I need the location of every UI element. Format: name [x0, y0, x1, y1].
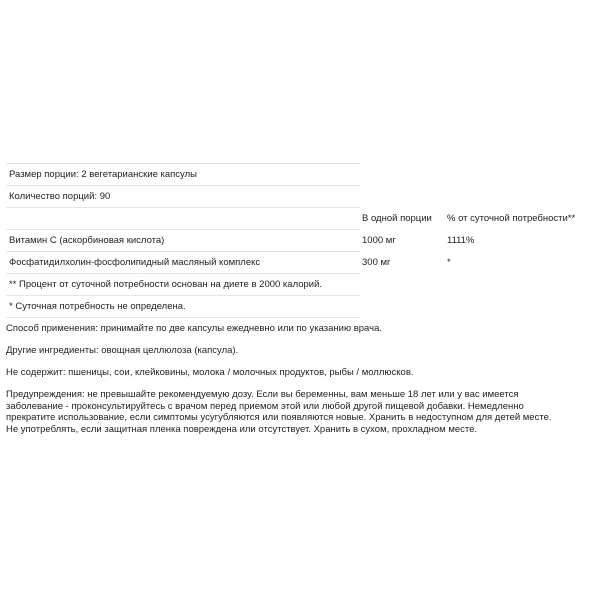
ingredient-name: Витамин C (аскорбиновая кислота): [9, 235, 165, 246]
footnote-row: [6, 296, 360, 318]
supplement-facts-table: [6, 163, 576, 318]
warnings-line: Не употреблять, если защитная пленка повреждена или отсутствует. Хранить в сухом, прохладном месте.: [6, 423, 478, 435]
per-serving-header: В одной порции: [362, 213, 432, 224]
ingredient-name: Фосфатидилхолин-фосфолипидный масляный комплекс: [9, 257, 261, 268]
ingredient-dv: 1111%: [447, 235, 475, 246]
serving-size: Размер порции: 2 вегетарианские капсулы: [9, 169, 197, 180]
warnings-text: [6, 389, 596, 435]
servings-row: [6, 186, 360, 208]
warnings-line: прекратите использование, если симптомы усугубляются или появляются новые. Хранить в недоступном для детей месте.: [6, 412, 552, 423]
servings-count: Количество порций: 90: [9, 191, 111, 202]
warnings-line: Предупреждения: не превышайте рекомендуемую дозу. Если вы беременны, вам меньше 18 лет или у вас имеется: [6, 389, 519, 400]
footnote-not-established: * Суточная потребность не определена.: [9, 301, 186, 312]
table-row: [6, 230, 475, 252]
footnote-row: [6, 274, 360, 296]
free-of-text: Не содержит: пшеницы, сои, клейковины, молока / молочных продуктов, рыбы / моллюсков.: [6, 367, 414, 378]
daily-value-header: % от суточной потребности**: [447, 213, 576, 224]
table-row: [6, 252, 451, 274]
header-row: [6, 208, 576, 230]
usage-text: Способ применения: принимайте по две капсулы ежедневно или по указанию врача.: [6, 323, 382, 334]
ingredient-amount: 1000 мг: [362, 235, 396, 246]
footnote-daily-value: ** Процент от суточной потребности основан на диете в 2000 калорий.: [9, 279, 323, 290]
warnings-line: заболевание - проконсультируйтесь с врачом перед приемом этой или любой другой пищевой добавки. Немедленно: [6, 400, 524, 412]
ingredient-amount: 300 мг: [362, 257, 391, 268]
other-ingredients-text: Другие ингредиенты: овощная целлюлоза (капсула).: [6, 345, 239, 356]
serving-size-row: [6, 164, 360, 186]
ingredient-dv: *: [447, 257, 451, 268]
